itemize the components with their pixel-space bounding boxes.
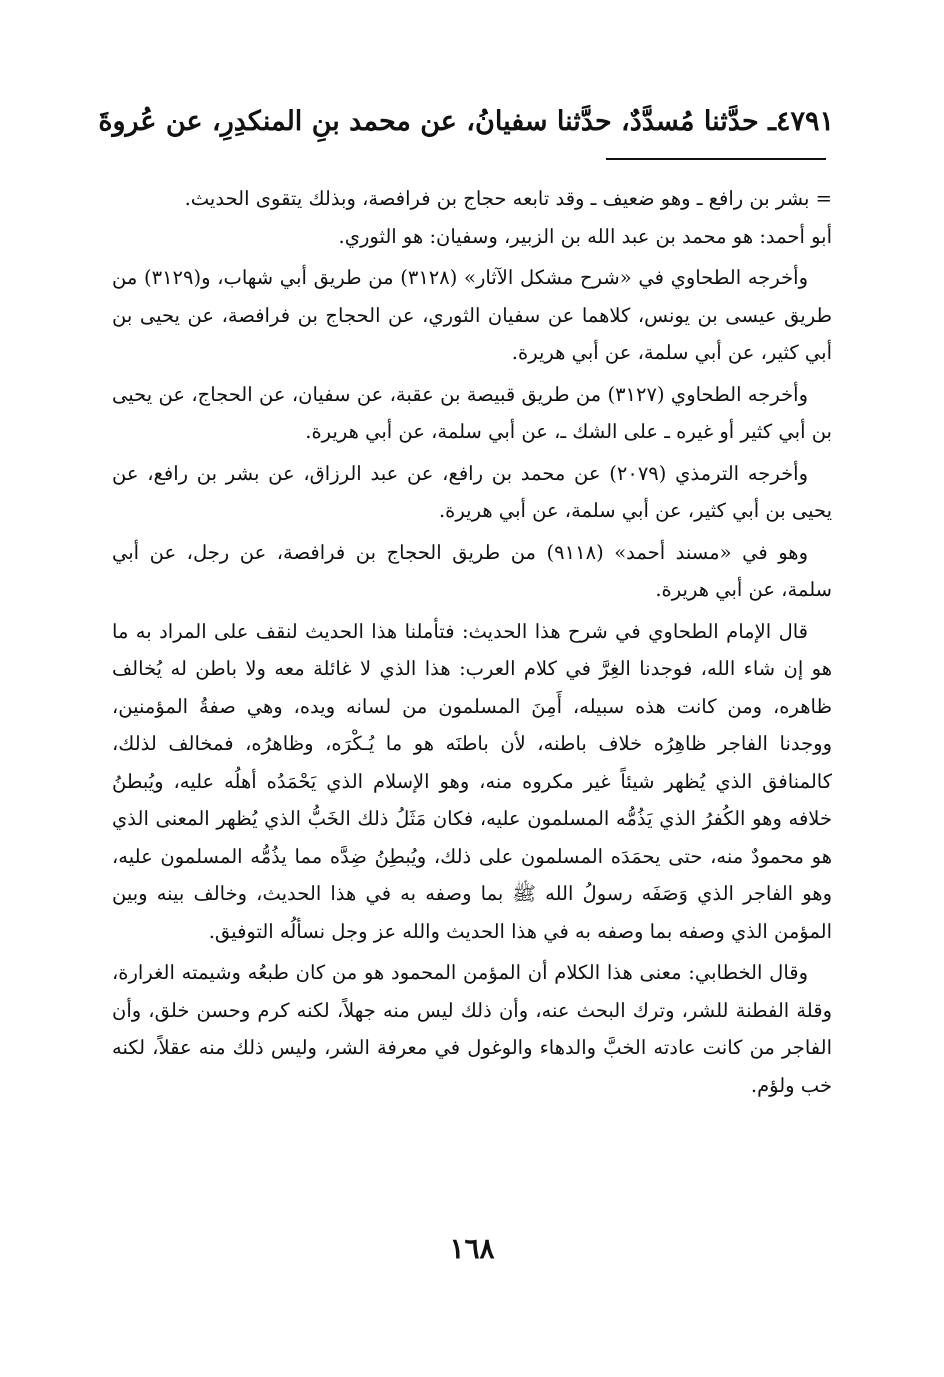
footnotes: [112, 180, 832, 1104]
footnote-paragraph: وأخرجه الترمذي (٢٠٧٩) عن محمد بن رافع، عن عبد الرزاق، عن بشر بن رافع، عن يحيى بن أبي كثير، عن أبي سلمة، عن أبي هريرة.: [112, 461, 832, 522]
footnote-paragraph: وأخرجه الطحاوي في «شرح مشكل الآثار» (٣١٢٨) من طريق أبي شهاب، و(٣١٢٩) من طريق عيسى بن يونس، كلاهما عن سفيان الثوري، عن الحجاج بن فرافصة، عن يحيى بن أبي كثير، عن أبي سلمة، عن أبي هريرة.: [112, 266, 832, 364]
hadith-heading: ٤٧٩١ـ حدَّثنا مُسدَّدٌ، حدَّثنا سفيانُ، عن محمد بنِ المنكدِرِ، عن عُروةَ: [98, 106, 834, 137]
footnote-paragraph: قال الإمام الطحاوي في شرح هذا الحديث: فتأملنا هذا الحديث لنقف على المراد به ما هو إن شاء الله، فوجدنا الغِرَّ في كلام العرب: هذا الذي لا غائلة معه ولا باطن له يُخالف ظاهره، ومن كانت هذه سبيله، أَمِنَ المسلمون من لسانه ويده، وهي صفةُ المؤمنين، ووجدنا الفاجر ظاهِرُه خلاف باطنه، لأن باطنَه هو ما يُـكْرَه، وظاهرُه، فمخالف لذلك، كالمنافق الذي يُظهر شيئاً غير مكروه منه، وهو الإسلام الذي يَحْمَدُه أهلُه عليه، ويُبطنُ خلافه وهو الكُفرُ الذي يَذُمُّه المسلمون عليه، فكان مَثَلُ ذلك الخَبُّ الذي يُظهر المعنى الذي هو محمودٌ منه، حتى يحمَدَه المسلمون على ذلك، ويُبطِنُ ضِدَّه مما يذُمُّه المسلمون عليه، وهو الفاجر الذي وَصَفَه رسولُ الله ﷺ بما وصفه به في هذا الحديث، وخالف بينه وبين المؤمن الذي وصفه بما وصفه به في هذا الحديث والله عز وجل نسألُه التوفيق.: [112, 619, 832, 943]
footnote-paragraph: = بشر بن رافع ـ وهو ضعيف ـ وقد تابعه حجاج بن فرافصة، وبذلك يتقوى الحديث.: [184, 187, 832, 210]
footnote-paragraph: وأخرجه الطحاوي (٣١٢٧) من طريق قبيصة بن عقبة، عن سفيان، عن الحجاج، عن يحيى بن أبي كثير أو غيره ـ على الشك ـ، عن أبي سلمة، عن أبي هريرة.: [112, 382, 832, 443]
footnote-paragraph: وهو في «مسند أحمد» (٩١١٨) من طريق الحجاج بن فرافصة، عن رجل، عن أبي سلمة، عن أبي هريرة.: [112, 540, 832, 601]
footnote-paragraph: وقال الخطابي: معنى هذا الكلام أن المؤمن المحمود هو من كان طبعُه وشيمته الغرارة، وقلة الفطنة للشر، وترك البحث عنه، وأن ذلك ليس منه جهلاً، لكنه كرم وحسن خلق، وأن الفاجر من كانت عادته الخبَّ والدهاء والوغول في معرفة الشر، وليس ذلك منه عقلاً، لكنه خب ولؤم.: [112, 961, 832, 1097]
page-number: ١٦٨: [449, 1232, 495, 1265]
footnote-separator: [606, 158, 826, 160]
footnote-paragraph: أبو أحمد: هو محمد بن عبد الله بن الزبير، وسفيان: هو الثوري.: [338, 224, 832, 248]
